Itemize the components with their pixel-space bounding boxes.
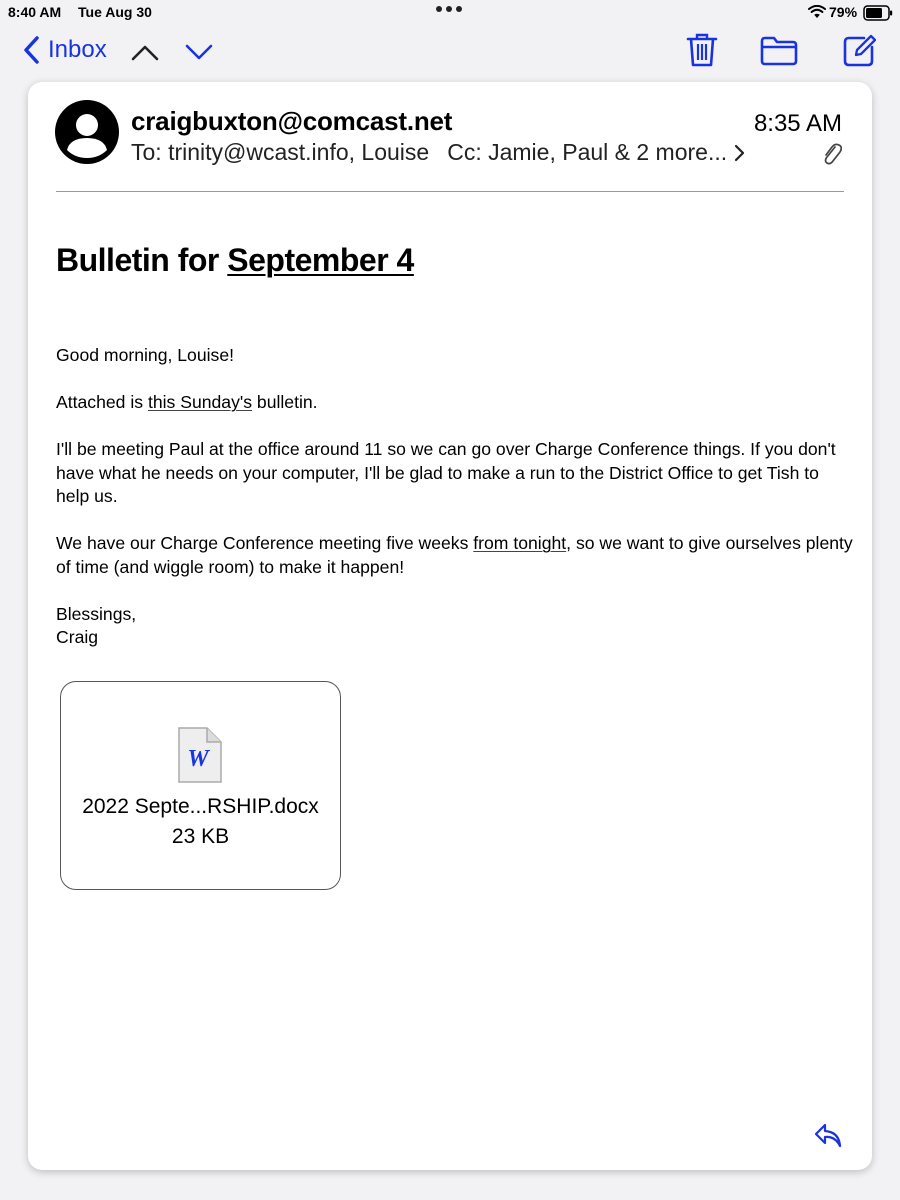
mail-toolbar	[0, 26, 900, 78]
word-doc-icon	[177, 726, 223, 784]
subject-date-link[interactable]: September 4	[227, 242, 414, 278]
move-to-folder-button[interactable]	[760, 36, 798, 71]
multitasking-dots-icon[interactable]	[436, 6, 462, 12]
compose-button[interactable]	[842, 34, 876, 73]
attachment-size: 23 KB	[171, 825, 230, 848]
status-date: Tue Aug 30	[78, 4, 152, 20]
closing: Blessings,	[56, 603, 137, 624]
wifi-icon	[808, 5, 826, 19]
trash-button[interactable]	[686, 32, 718, 73]
message-card	[28, 82, 872, 1170]
body-paragraph-3: We have our Charge Conference meeting five weeks from tonight, so we want to give ourselves plenty of time (and wiggle room) to make it happen!	[56, 533, 853, 577]
trash-icon	[686, 32, 718, 68]
sender-address[interactable]: craigbuxton@comcast.net	[131, 106, 453, 136]
date-link-from-tonight[interactable]: from tonight	[473, 533, 567, 553]
paperclip-icon	[822, 142, 842, 166]
body-paragraph-1: Attached is this Sunday's bulletin.	[56, 392, 318, 412]
attachment-card[interactable]	[60, 681, 341, 890]
recipients-line[interactable]	[131, 139, 745, 166]
previous-message-button[interactable]	[130, 42, 160, 67]
to-recipients: To: trinity@wcast.info, Louise	[131, 139, 430, 165]
date-link-this-sunday[interactable]: this Sunday's	[147, 392, 253, 412]
body-paragraph-2: I'll be meeting Paul at the office around 11 so we can go over Charge Conference things. If you don't have what he needs on your computer, I'll be glad to make a run to the District Office to get Tish to help us.	[56, 439, 836, 506]
reply-icon[interactable]	[813, 1122, 843, 1150]
status-bar	[0, 0, 900, 26]
sent-time: 8:35 AM	[753, 110, 842, 137]
subject-heading	[56, 242, 414, 279]
compose-icon	[842, 34, 876, 68]
chevron-up-icon	[130, 42, 160, 62]
battery-icon	[863, 5, 893, 21]
signature-block	[56, 603, 856, 650]
inbox-label: Inbox	[48, 36, 107, 63]
subject-prefix: Bulletin for	[56, 242, 228, 278]
chevron-left-icon	[22, 36, 40, 64]
back-to-inbox-button[interactable]	[22, 36, 107, 64]
message-body	[56, 344, 856, 650]
status-time: 8:40 AM	[8, 4, 62, 20]
next-message-button[interactable]	[184, 42, 214, 67]
header-divider	[56, 191, 844, 192]
chevron-down-icon	[184, 42, 214, 62]
cc-recipients: Cc: Jamie, Paul & 2 more...	[447, 139, 728, 165]
chevron-right-icon	[733, 143, 745, 163]
battery-percent: 79%	[829, 4, 858, 20]
avatar[interactable]	[55, 100, 119, 164]
attachment-filename: 2022 Septe...RSHIP.docx	[82, 795, 319, 818]
greeting: Good morning, Louise!	[56, 345, 234, 365]
folder-icon	[760, 36, 798, 66]
svg-text:W: W	[187, 746, 209, 772]
signature: Craig	[56, 627, 99, 647]
